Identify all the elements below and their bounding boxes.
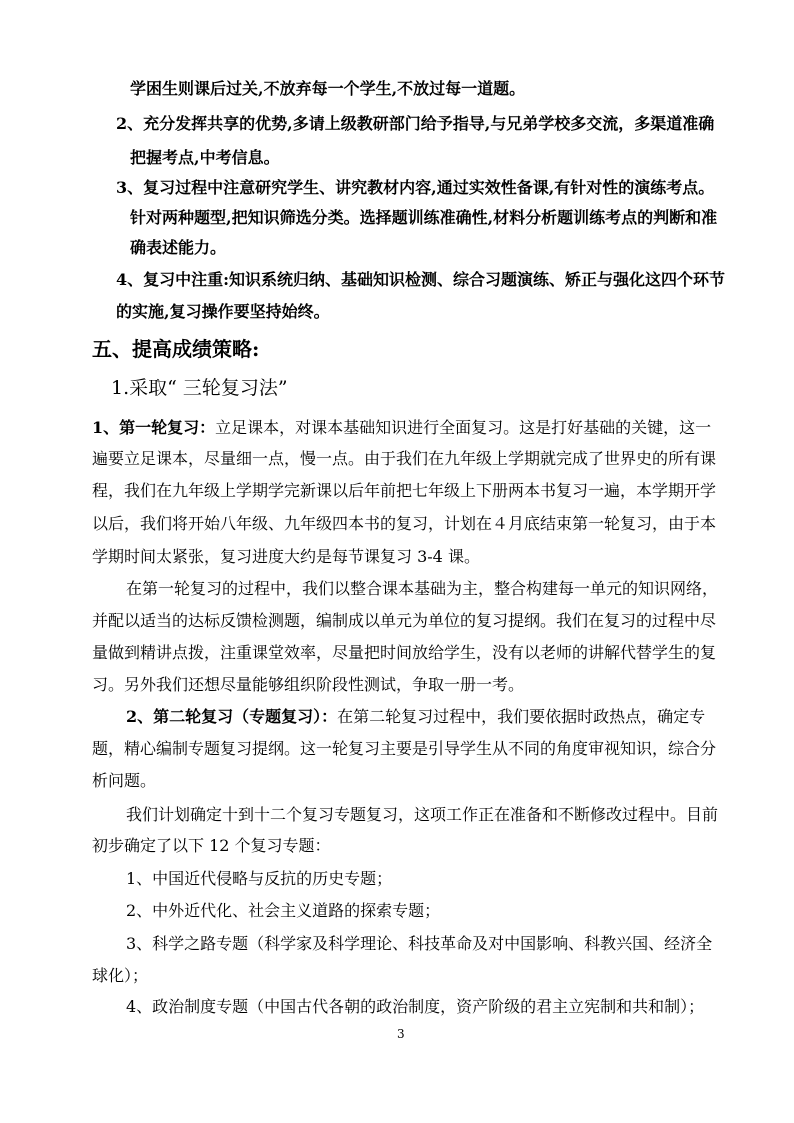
text-line: 针对两种题型,把知识筛选分类。选择题训练准确性,材料分析题训练考点的判断和准 bbox=[130, 208, 718, 227]
text-line: 习。另外我们还想尽量能够组织阶段性测试，争取一册一考。 bbox=[92, 675, 525, 694]
text-line: 学困生则课后过关,不放弃每一个学生,不放过每一道题。 bbox=[130, 79, 526, 98]
text-line: 并配以适当的达标反馈检测题，编制成以单元为单位的复习提纲。我们在复习的过程中尽 bbox=[92, 611, 717, 630]
text-line: 析问题。 bbox=[92, 771, 157, 790]
text-line: 我们计划确定十到十二个复习专题复习，这项工作正在准备和不断修改过程中。目前 bbox=[126, 805, 719, 824]
round2-line bbox=[126, 707, 705, 727]
text-line: 量做到精讲点拨，注重课堂效率，尽量把时间放给学生，没有以老师的讲解代替学生的复 bbox=[92, 643, 717, 662]
text-line: 程，我们在九年级上学期学完新课以后年前把七年级上下册两本书复习一遍，本学期开学 bbox=[92, 481, 717, 500]
round1-lead: 1、第一轮复习： bbox=[92, 418, 216, 437]
text-line: 4、复习中注重:知识系统归纳、基础知识检测、综合习题演练、矫正与强化这四个环节 bbox=[116, 270, 726, 289]
text-line: 初步确定了以下 12 个复习专题： bbox=[92, 836, 331, 855]
round1-line bbox=[92, 418, 711, 438]
text-line: 2、充分发挥共享的优势,多请上级教研部门给予指导,与兄弟学校多交流，多渠道准确 bbox=[116, 114, 715, 133]
text-line: 确表述能力。 bbox=[130, 238, 227, 257]
topic-item: 2、中外近代化、社会主义道路的探索专题； bbox=[126, 901, 441, 920]
text-line: 的实施,复习操作要坚持始终。 bbox=[116, 302, 330, 321]
text-line: 题，精心编制专题复习提纲。这一轮复习主要是引导学生从不同的角度审视知识，综合分 bbox=[92, 739, 717, 758]
text-line: 在第一轮复习的过程中，我们以整合课本基础为主，整合构建每一单元的知识网络， bbox=[126, 579, 719, 598]
round2-lead: 2、第二轮复习（专题复习）： bbox=[126, 707, 338, 726]
page-number: 3 bbox=[397, 1027, 405, 1041]
text-line: 学期时间太紧张，复习进度大约是每节课复习 3-4 课。 bbox=[92, 547, 480, 566]
sub-heading: 1.采取“ 三轮复习法” bbox=[111, 377, 288, 399]
round2-text: 在第二轮复习过程中，我们要依据时政热点，确定专 bbox=[337, 707, 706, 726]
text-line: 3、复习过程中注意研究学生、讲究教材内容,通过实效性备课,有针对性的演练考点。 bbox=[116, 178, 715, 197]
topic-item: 3、科学之路专题（科学家及科学理论、科技革命及对中国影响、科教兴国、经济全 bbox=[126, 934, 713, 953]
topic-item: 球化）； bbox=[92, 966, 149, 985]
topic-item: 1、中国近代侵略与反抗的历史专题； bbox=[126, 869, 393, 888]
text-line: 遍要立足课本，尽量细一点，慢一点。由于我们在九年级上学期就完成了世界史的所有课 bbox=[92, 449, 717, 468]
topic-item: 4、政治制度专题（中国古代各朝的政治制度，资产阶级的君主立宪制和共和制）； bbox=[126, 997, 705, 1016]
text-line: 以后，我们将开始八年级、九年级四本书的复习，计划在４月底结束第一轮复习，由于本 bbox=[92, 514, 717, 533]
section-heading: 五、提高成绩策略: bbox=[92, 337, 260, 361]
text-line: 把握考点,中考信息。 bbox=[130, 148, 280, 167]
round1-text: 立足课本，对课本基础知识进行全面复习。这是打好基础的关键，这一 bbox=[215, 418, 712, 437]
